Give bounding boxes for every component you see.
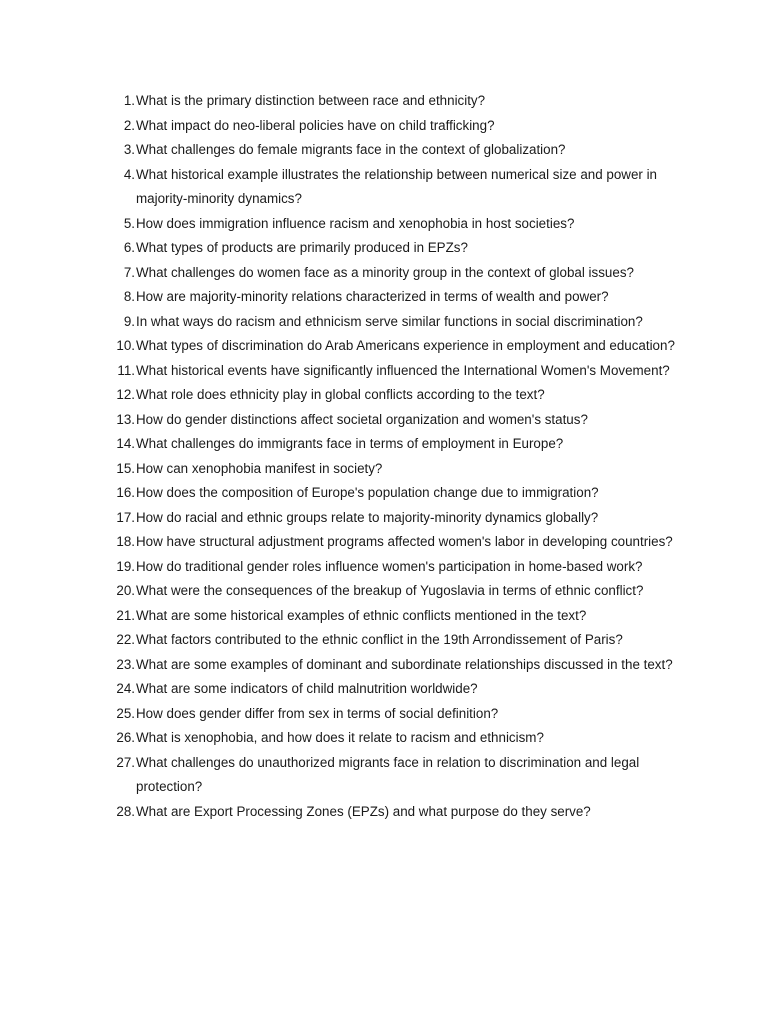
list-item bbox=[110, 310, 690, 335]
item-number: 3. bbox=[123, 142, 135, 157]
item-text: What are some indicators of child malnutrition worldwide? bbox=[136, 681, 478, 696]
list-item bbox=[110, 726, 690, 751]
item-number: 18. bbox=[116, 534, 135, 549]
item-number: 27. bbox=[116, 754, 135, 770]
item-number: 11. bbox=[117, 362, 135, 378]
item-text: What types of products are primarily produced in EPZs? bbox=[136, 240, 468, 255]
list-item bbox=[110, 432, 690, 457]
item-text: How does gender differ from sex in terms of social definition? bbox=[136, 705, 499, 721]
item-number: 12. bbox=[116, 387, 135, 402]
item-number: 28. bbox=[116, 803, 135, 819]
item-text: What challenges do immigrants face in terms of employment in Europe? bbox=[136, 436, 564, 451]
list-item bbox=[110, 163, 690, 212]
item-number: 16. bbox=[116, 485, 135, 500]
list-item bbox=[110, 285, 690, 310]
item-number: 26. bbox=[116, 730, 135, 745]
item-number: 15. bbox=[116, 460, 135, 476]
item-number: 13. bbox=[116, 411, 135, 427]
item-text: In what ways do racism and ethnicism serve similar functions in social discrimination? bbox=[136, 313, 643, 329]
list-item bbox=[110, 702, 690, 727]
list-item bbox=[110, 408, 690, 433]
item-text: What challenges do female migrants face in the context of globalization? bbox=[136, 142, 566, 157]
item-text: What impact do neo-liberal policies have on child trafficking? bbox=[136, 117, 495, 133]
item-number: 1. bbox=[123, 93, 135, 108]
item-number: 2. bbox=[123, 117, 135, 133]
item-text: What historical example illustrates the relationship between numerical size and power in majority-minority dynamics? bbox=[136, 166, 658, 206]
item-text: What historical events have significantly influenced the International Women's Movement? bbox=[136, 362, 670, 378]
list-item bbox=[110, 138, 690, 163]
list-item bbox=[110, 751, 690, 800]
item-number: 20. bbox=[116, 583, 135, 598]
list-item bbox=[110, 236, 690, 261]
item-number: 10. bbox=[116, 338, 135, 353]
item-number: 17. bbox=[116, 509, 135, 525]
item-text: What role does ethnicity play in global conflicts according to the text? bbox=[136, 387, 545, 402]
item-number: 5. bbox=[123, 215, 135, 231]
item-number: 8. bbox=[123, 289, 135, 304]
item-text: How are majority-minority relations characterized in terms of wealth and power? bbox=[136, 289, 609, 304]
item-number: 23. bbox=[116, 656, 135, 672]
item-number: 21. bbox=[116, 607, 135, 623]
item-text: What challenges do unauthorized migrants face in relation to discrimination and legal protection? bbox=[136, 754, 640, 794]
item-number: 25. bbox=[116, 705, 135, 721]
item-text: What are Export Processing Zones (EPZs) and what purpose do they serve? bbox=[136, 803, 591, 819]
item-number: 7. bbox=[123, 264, 135, 280]
list-item bbox=[110, 653, 690, 678]
item-number: 6. bbox=[123, 240, 135, 255]
item-number: 9. bbox=[123, 313, 135, 329]
list-item bbox=[110, 457, 690, 482]
list-item bbox=[110, 114, 690, 139]
list-item bbox=[110, 261, 690, 286]
list-item bbox=[110, 530, 690, 555]
list-item bbox=[110, 579, 690, 604]
list-item bbox=[110, 481, 690, 506]
item-text: How can xenophobia manifest in society? bbox=[136, 460, 383, 476]
list-item bbox=[110, 383, 690, 408]
item-text: What are some examples of dominant and subordinate relationships discussed in the text? bbox=[136, 656, 673, 672]
list-item bbox=[110, 89, 690, 114]
item-number: 24. bbox=[116, 681, 135, 696]
list-item bbox=[110, 800, 690, 825]
item-text: What challenges do women face as a minority group in the context of global issues? bbox=[136, 264, 634, 280]
item-text: How have structural adjustment programs affected women's labor in developing countries? bbox=[136, 534, 673, 549]
item-text: How do racial and ethnic groups relate to majority-minority dynamics globally? bbox=[136, 509, 599, 525]
list-item bbox=[110, 506, 690, 531]
item-number: 14. bbox=[116, 436, 135, 451]
list-item bbox=[110, 628, 690, 653]
item-text: What factors contributed to the ethnic conflict in the 19th Arrondissement of Paris? bbox=[136, 632, 623, 647]
item-text: How do traditional gender roles influence women's participation in home-based work? bbox=[136, 558, 643, 574]
item-number: 19. bbox=[116, 558, 135, 574]
item-text: What were the consequences of the breakup of Yugoslavia in terms of ethnic conflict? bbox=[136, 583, 644, 598]
item-text: What is xenophobia, and how does it relate to racism and ethnicism? bbox=[136, 730, 544, 745]
list-item bbox=[110, 677, 690, 702]
list-item bbox=[110, 555, 690, 580]
list-item bbox=[110, 359, 690, 384]
item-text: How does immigration influence racism and xenophobia in host societies? bbox=[136, 215, 575, 231]
item-text: How does the composition of Europe's population change due to immigration? bbox=[136, 485, 599, 500]
list-item bbox=[110, 212, 690, 237]
list-item bbox=[110, 334, 690, 359]
item-text: What types of discrimination do Arab Americans experience in employment and education? bbox=[136, 338, 675, 353]
item-number: 22. bbox=[116, 632, 135, 647]
item-number: 4. bbox=[123, 166, 135, 182]
item-text: What are some historical examples of ethnic conflicts mentioned in the text? bbox=[136, 607, 587, 623]
item-text: What is the primary distinction between race and ethnicity? bbox=[136, 93, 486, 108]
list-item bbox=[110, 604, 690, 629]
question-list bbox=[110, 89, 690, 824]
item-text: How do gender distinctions affect societal organization and women's status? bbox=[136, 411, 588, 427]
